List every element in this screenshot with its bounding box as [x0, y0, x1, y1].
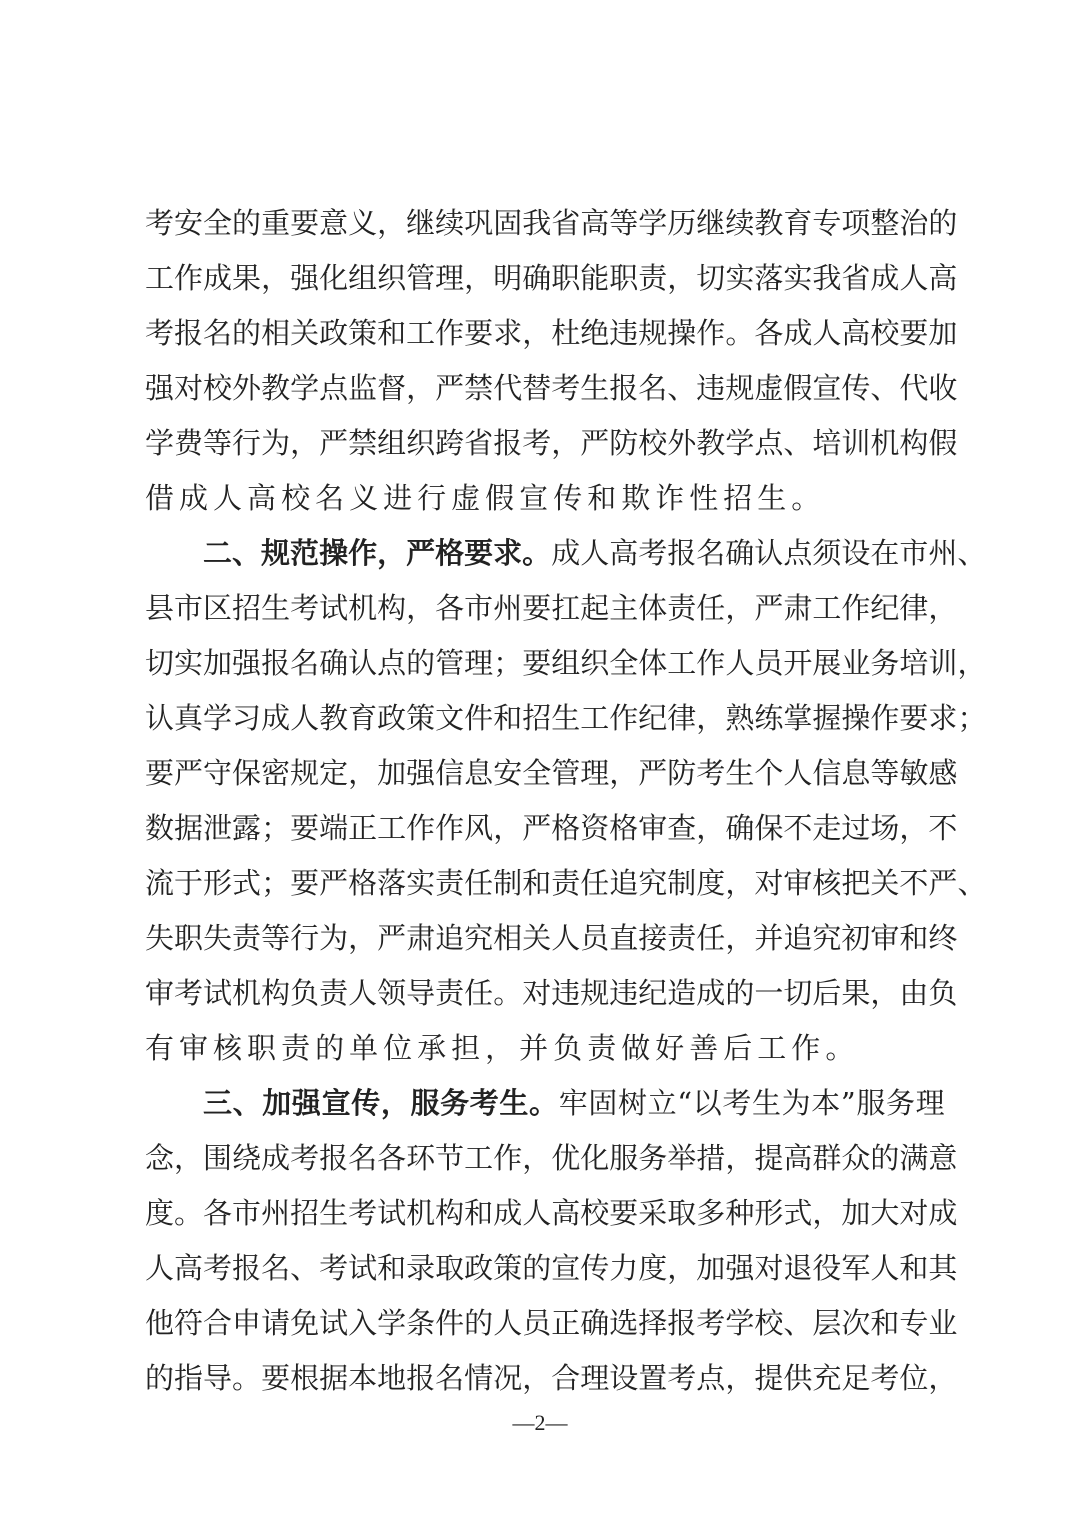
- body-text-char: 为: [781, 1086, 811, 1120]
- body-text-char: 点: [783, 536, 813, 570]
- body-text-line: 要 严 守 保 密 规 定 ， 加 强 信 息 安 全 管 理 ， 严 防 考 生 个 人 信 息 等 敏 感: [145, 756, 958, 790]
- section-heading-char: 、: [232, 1086, 262, 1120]
- section-heading-char: 传: [351, 1086, 381, 1120]
- body-text-line: 借 成 人 高 校 名 义 进 行 虚 假 宣 传 和 欺 诈 性 招 生 。: [145, 481, 821, 515]
- body-text-char: 考: [722, 1086, 752, 1120]
- section-heading-char: 宣: [321, 1086, 351, 1120]
- body-text-line: 县 市 区 招 生 考 试 机 构 ， 各 市 州 要 扛 起 主 体 责 任 ， 严 肃 工 作 纪 律 ，: [145, 591, 958, 625]
- body-text-line: 他 符 合 申 请 免 试 入 学 条 件 的 人 员 正 确 选 择 报 考 学 校 、 层 次 和 专 业: [145, 1306, 958, 1340]
- body-text-char: 、: [957, 536, 987, 570]
- body-text-char: 设: [841, 536, 871, 570]
- body-text-char: 报: [667, 536, 697, 570]
- body-text-line: 学 费 等 行 为 ， 严 禁 组 织 跨 省 报 考 ， 严 防 校 外 教 学 点 、 培 训 机 构 假: [145, 426, 958, 460]
- body-text-char: 州: [928, 536, 958, 570]
- section-heading-char: 求: [493, 536, 523, 570]
- body-text-line: 失 职 失 责 等 行 为 ， 严 肃 追 究 相 关 人 员 直 接 责 任 ， 并 追 究 初 审 和 终: [145, 921, 958, 955]
- section-heading-char: 二: [203, 536, 233, 570]
- section-heading-line: [203, 1083, 945, 1123]
- section-heading-char: ，: [380, 1086, 410, 1120]
- section-heading-char: 务: [440, 1086, 470, 1120]
- body-text-line: 的 指 导 。 要 根 据 本 地 报 名 情 况 ， 合 理 设 置 考 点 ， 提 供 充 足 考 位 ，: [145, 1361, 958, 1395]
- section-heading-char: 三: [203, 1086, 233, 1120]
- body-text-line: 考 安 全 的 重 要 意 义 ， 继 续 巩 固 我 省 高 等 学 历 继 续 教 育 专 项 整 治 的: [145, 206, 958, 240]
- body-text-char: 本: [811, 1086, 841, 1120]
- section-heading-char: 服: [410, 1086, 440, 1120]
- body-text-line: 数 据 泄 露 ； 要 端 正 工 作 作 风 ， 严 格 资 格 审 查 ， 确 保 不 走 过 场 ， 不: [145, 811, 958, 845]
- section-heading-char: 考: [469, 1086, 499, 1120]
- body-text-char: 以: [692, 1086, 722, 1120]
- body-text-char: 立: [647, 1086, 677, 1120]
- body-text-char: 认: [754, 536, 784, 570]
- body-text-char: ”: [840, 1086, 856, 1120]
- body-text-line: 流 于 形 式 ； 要 严 格 落 实 责 任 制 和 责 任 追 究 制 度 ， 对 审 核 把 关 不 严 、: [145, 866, 987, 900]
- section-heading-char: 格: [435, 536, 465, 570]
- body-text-char: 人: [580, 536, 610, 570]
- body-text-line: 人 高 考 报 名 、 考 试 和 录 取 政 策 的 宣 传 力 度 ， 加 强 对 退 役 军 人 和 其: [145, 1251, 958, 1285]
- body-text-char: 生: [751, 1086, 781, 1120]
- body-text-char: 成: [551, 536, 581, 570]
- body-text-line: 切 实 加 强 报 名 确 认 点 的 管 理 ； 要 组 织 全 体 工 作 人 员 开 展 业 务 培 训 ，: [145, 646, 987, 680]
- body-text-char: “: [677, 1086, 693, 1120]
- body-text-char: 树: [617, 1086, 647, 1120]
- body-text-char: 牢: [558, 1086, 588, 1120]
- section-heading-char: 生: [499, 1086, 529, 1120]
- body-text-line: 强 对 校 外 教 学 点 监 督 ， 严 禁 代 替 考 生 报 名 、 违 规 虚 假 宣 传 、 代 收: [145, 371, 958, 405]
- section-heading-char: 要: [464, 536, 494, 570]
- section-heading-char: 规: [261, 536, 291, 570]
- body-text-char: 确: [725, 536, 755, 570]
- body-text-char: 务: [886, 1086, 916, 1120]
- body-text-char: 名: [696, 536, 726, 570]
- body-text-char: 考: [638, 536, 668, 570]
- body-text-line: 审 考 试 机 构 负 责 人 领 导 责 任 。 对 违 规 违 纪 造 成 的 一 切 后 果 ， 由 负: [145, 976, 958, 1010]
- body-text-line: 念 ， 围 绕 成 考 报 名 各 环 节 工 作 ， 优 化 服 务 举 措 ， 提 高 群 众 的 满 意: [145, 1141, 958, 1175]
- section-heading-char: 严: [406, 536, 436, 570]
- section-heading-char: 范: [290, 536, 320, 570]
- body-text-line: 工 作 成 果 ， 强 化 组 织 管 理 ， 明 确 职 能 职 责 ， 切 实 落 实 我 省 成 人 高: [145, 261, 958, 295]
- body-text-line: 认 真 学 习 成 人 教 育 政 策 文 件 和 招 生 工 作 纪 律 ， 熟 练 掌 握 操 作 要 求 ；: [145, 701, 987, 735]
- body-text-char: 理: [915, 1086, 945, 1120]
- section-heading-char: 。: [522, 536, 552, 570]
- body-text-char: 高: [609, 536, 639, 570]
- page-number: —2—: [512, 1410, 568, 1435]
- section-heading-char: ，: [377, 536, 407, 570]
- section-heading-char: 作: [348, 536, 378, 570]
- section-heading-char: 。: [529, 1086, 559, 1120]
- body-text-line: 度 。 各 市 州 招 生 考 试 机 构 和 成 人 高 校 要 采 取 多 种 形 式 ， 加 大 对 成: [145, 1196, 958, 1230]
- body-text-line: 有 审 核 职 责 的 单 位 承 担 ， 并 负 责 做 好 善 后 工 作 。: [145, 1031, 855, 1065]
- body-text-line: 考 报 名 的 相 关 政 策 和 工 作 要 求 ， 杜 绝 违 规 操 作 。 各 成 人 高 校 要 加: [145, 316, 958, 350]
- section-heading-char: 强: [291, 1086, 321, 1120]
- body-text-char: 市: [899, 536, 929, 570]
- body-text-char: 固: [588, 1086, 618, 1120]
- body-text-char: 在: [870, 536, 900, 570]
- section-heading-line: [203, 533, 987, 573]
- section-heading-char: 、: [232, 536, 262, 570]
- body-text-char: 须: [812, 536, 842, 570]
- section-heading-char: 操: [319, 536, 349, 570]
- section-heading-char: 加: [262, 1086, 292, 1120]
- body-text-char: 服: [856, 1086, 886, 1120]
